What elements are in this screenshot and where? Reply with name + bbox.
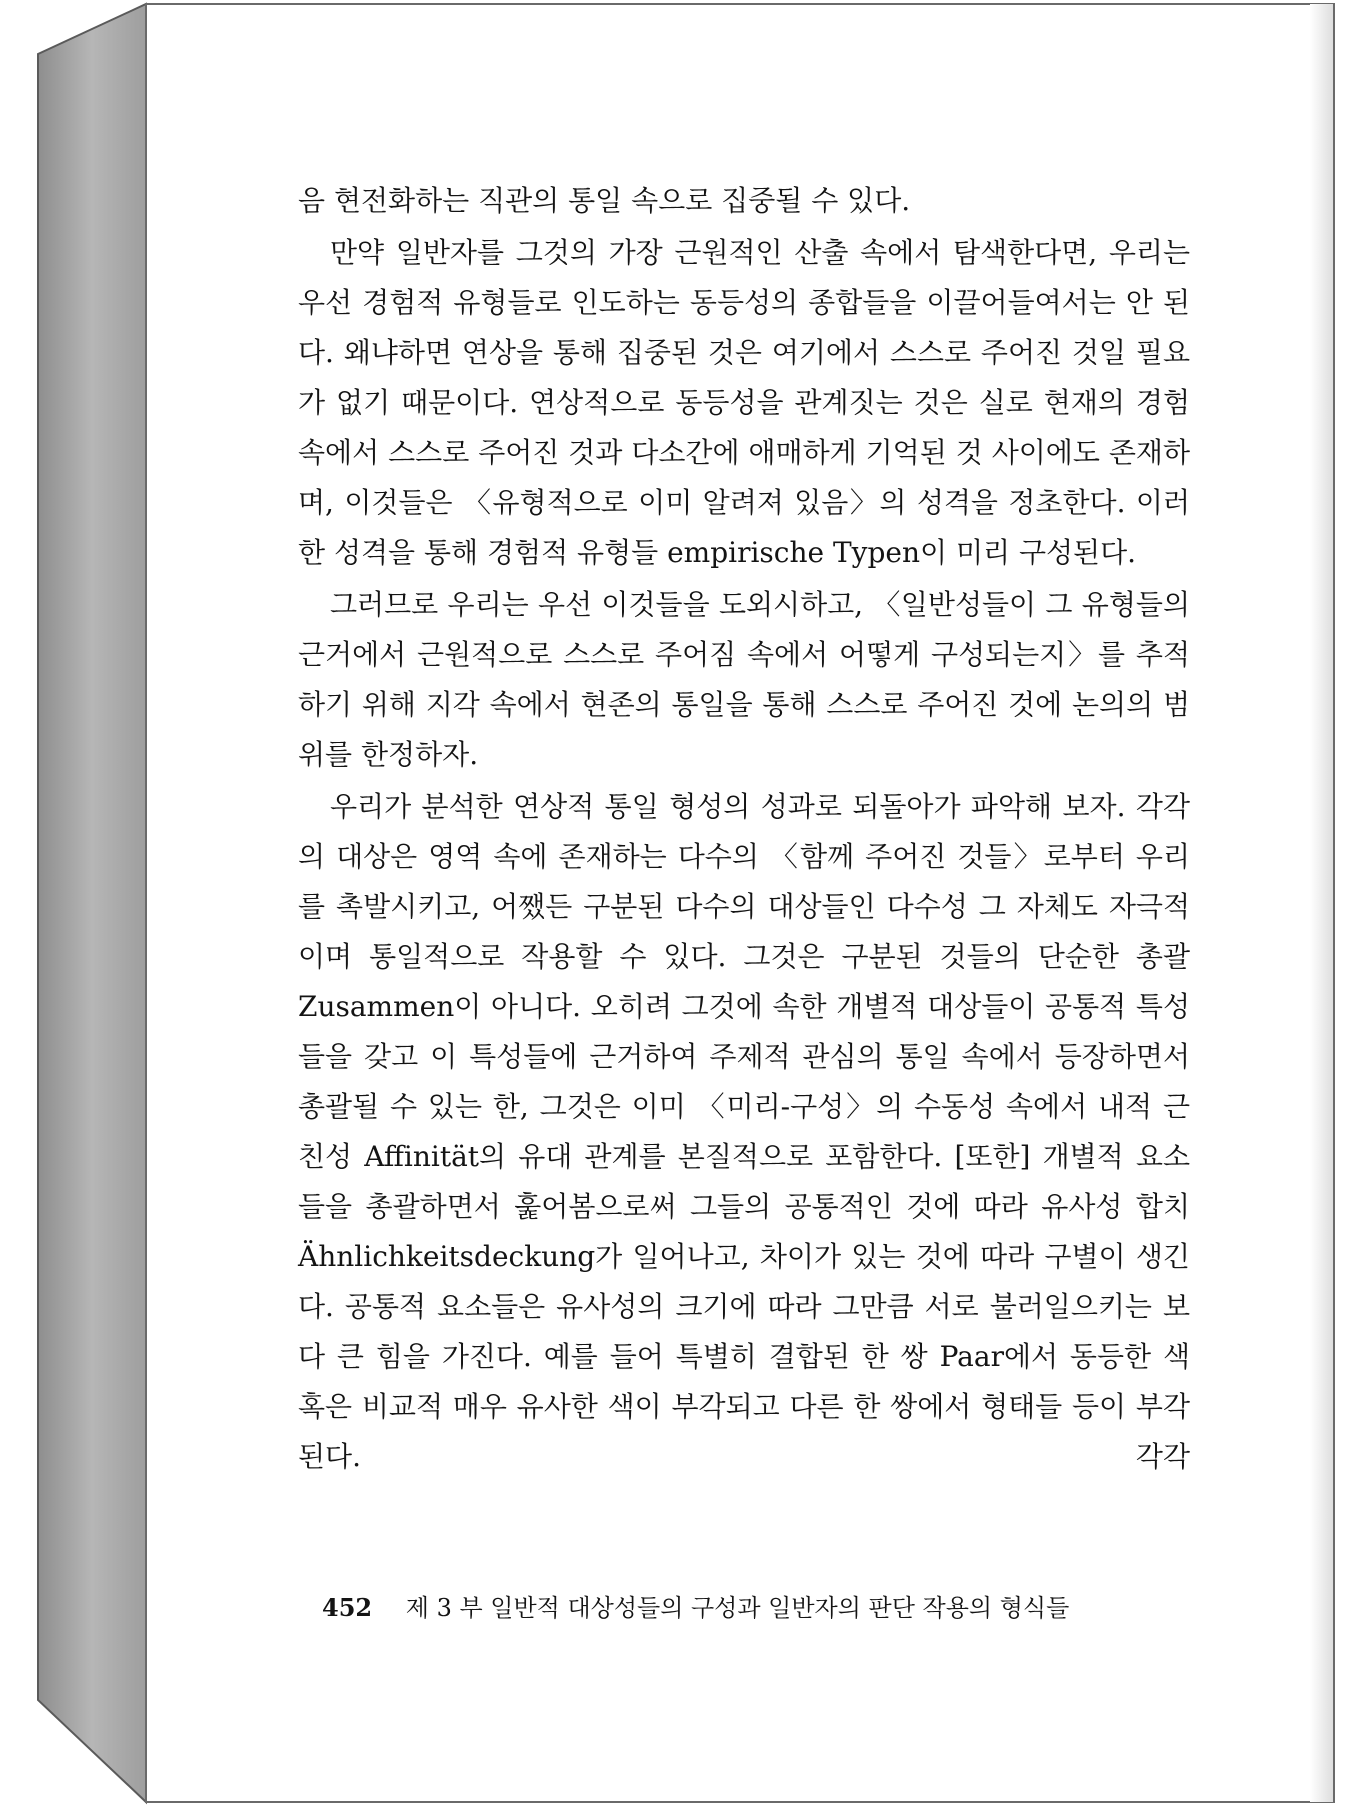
page-footer (322, 1588, 1069, 1623)
book-spine (38, 4, 146, 1802)
paragraph-2: 만약 일반자를 그것의 가장 근원적인 산출 속에서 탐색한다면, 우리는 우선 경험적 유형들로 인도하는 동등성의 종합들을 이끌어들여서는 안 된다. 왜냐하면 연상을 통해 집중된 것은 여기에서 스스로 주어진 것일 필요가 없기 때문이다. 연상적으로 동등성을 관계짓는 것은 실로 현재의 경험 속에서 스스로 주어진 것과 다소간에 애매하게 기억된 것 사이에도 존재하며, 이것들은 〈유형적으로 이미 알려져 있음〉의 성격을 정초한다. 이러한 성격을 통해 경험적 유형들 empirische Typen이 미리 구성된다. (298, 236, 1191, 569)
paragraph-4: 우리가 분석한 연상적 통일 형성의 성과로 되돌아가 파악해 보자. 각각의 대상은 영역 속에 존재하는 다수의 〈함께 주어진 것들〉로부터 우리를 촉발시키고, 어쨌든 구분된 다수의 대상들인 다수성 그 자체도 자극적이며 통일적으로 작용할 수 있다. 그것은 구분된 것들의 단순한 총괄 Zusammen이 아니다. 오히려 그것에 속한 개별적 대상들이 공통적 특성들을 갖고 이 특성들에 근거하여 주제적 관심의 통일 속에서 등장하면서 총괄될 수 있는 한, 그것은 이미 〈미리-구성〉의 수동성 속에서 내적 근친성 Affinität의 유대 관계를 본질적으로 포함한다. [또한] 개별적 요소들을 총괄하면서 훑어봄으로써 그들의 공통적인 것에 따라 유사성 합치 Ähnlichkeitsdeckung가 일어나고, 차이가 있는 것에 따라 구별이 생긴다. 공통적 요소들은 유사성의 크기에 따라 그만큼 서로 불러일으키는 보다 큰 힘을 가진다. 예를 들어 특별히 결합된 한 쌍 Paar에서 동등한 색 혹은 비교적 매우 유사한 색이 부각되고 다른 한 쌍에서 형태들 등이 부각된다. 각각 (298, 790, 1190, 1473)
paragraph-1: 음 현전화하는 직관의 통일 속으로 집중될 수 있다. (298, 184, 911, 217)
page-number: 452 (322, 1593, 373, 1622)
page-right-edge (1310, 4, 1334, 1802)
running-head: 제 3 부 일반적 대상성들의 구성과 일반자의 판단 작용의 형식들 (405, 1594, 1070, 1622)
body-text (298, 176, 1190, 1482)
paragraph-3: 그러므로 우리는 우선 이것들을 도외시하고, 〈일반성들이 그 유형들의 근거에서 근원적으로 스스로 주어짐 속에서 어떻게 구성되는지〉를 추적하기 위해 지각 속에서 현존의 통일을 통해 스스로 주어진 것에 논의의 범위를 한정하자. (298, 588, 1190, 771)
